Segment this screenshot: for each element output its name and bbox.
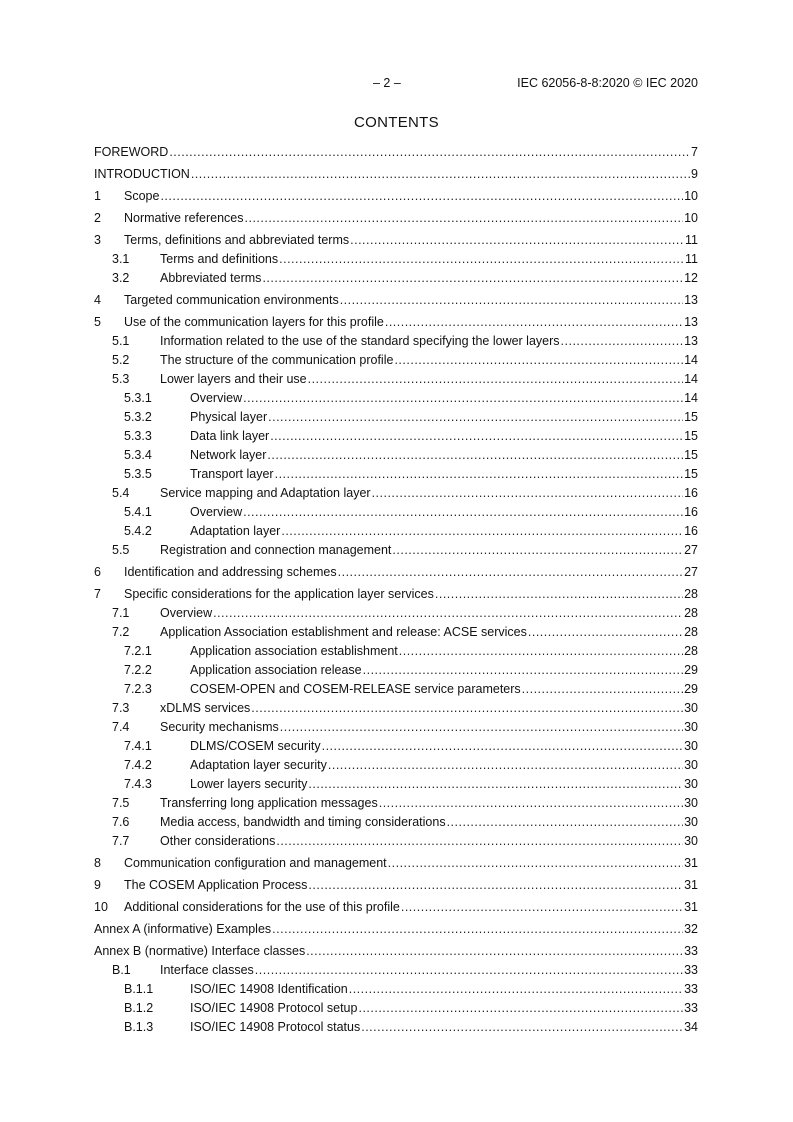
toc-entry-title: Abbreviated terms [160, 271, 262, 285]
toc-entry-line [190, 427, 698, 446]
toc-entry[interactable] [94, 813, 698, 832]
toc-entry-page: 13 [684, 315, 698, 329]
toc-entry-page: 30 [684, 720, 698, 734]
toc-entry-line [160, 718, 698, 737]
toc-entry[interactable] [94, 876, 698, 895]
toc-entry-page: 33 [684, 944, 698, 958]
toc-entry-number: B.1.2 [124, 1001, 154, 1015]
dot-leader [160, 187, 683, 206]
toc-entry-page: 30 [684, 758, 698, 772]
toc-entry-number: 7 [94, 587, 101, 601]
toc-entry-line [124, 291, 698, 310]
toc-entry-line [124, 563, 698, 582]
toc-entry[interactable] [94, 522, 698, 541]
toc-entry-page: 13 [684, 334, 698, 348]
toc-entry-page: 10 [684, 211, 698, 225]
toc-entry[interactable] [94, 187, 698, 206]
toc-entry-line [124, 187, 698, 206]
dot-leader [361, 1018, 683, 1037]
toc-entry-title: FOREWORD [94, 145, 169, 159]
page-header [0, 76, 793, 94]
toc-entry-number: 7.2 [112, 625, 130, 639]
toc-entry-page: 16 [684, 524, 698, 538]
toc-entry[interactable] [94, 737, 698, 756]
toc-entry-line [190, 775, 698, 794]
toc-entry-number: 7.1 [112, 606, 130, 620]
page-number: – 2 – [373, 76, 401, 90]
toc-entry-page: 31 [684, 856, 698, 870]
toc-entry[interactable] [94, 756, 698, 775]
toc-entry[interactable] [94, 642, 698, 661]
toc-entry-line [190, 661, 698, 680]
toc-entry-line [190, 503, 698, 522]
toc-entry[interactable] [94, 942, 698, 961]
toc-entry[interactable] [94, 898, 698, 917]
toc-entry-line [160, 794, 698, 813]
toc-entry-number: 5.4.2 [124, 524, 152, 538]
toc-entry-number: 5.3.2 [124, 410, 152, 424]
toc-entry-number: 2 [94, 211, 101, 225]
toc-entry-line [190, 680, 698, 699]
toc-entry-page: 15 [684, 467, 698, 481]
toc-entry-line [124, 585, 698, 604]
dot-leader [279, 250, 684, 269]
dot-leader [522, 680, 683, 699]
dot-leader [308, 370, 683, 389]
toc-entry-line [190, 465, 698, 484]
toc-entry-line [160, 541, 698, 560]
toc-entry-line [160, 269, 698, 288]
toc-entry-number: 5.4.1 [124, 505, 152, 519]
toc-entry-title: Registration and connection management [160, 543, 392, 557]
toc-entry-title: Overview [190, 391, 243, 405]
toc-entry[interactable] [94, 541, 698, 560]
toc-entry-line [190, 522, 698, 541]
toc-entry-title: Physical layer [190, 410, 268, 424]
toc-entry-number: 3.1 [112, 252, 130, 266]
toc-entry-number: 5.3.1 [124, 391, 152, 405]
toc-entry-page: 30 [684, 796, 698, 810]
toc-entry[interactable] [94, 699, 698, 718]
dot-leader [388, 854, 683, 873]
toc-entry-title: Annex B (normative) Interface classes [94, 944, 306, 958]
toc-entry[interactable] [94, 999, 698, 1018]
toc-entry-title: Lower layers and their use [160, 372, 307, 386]
dot-leader [379, 794, 683, 813]
toc-entry-page: 30 [684, 815, 698, 829]
toc-entry-title: Identification and addressing schemes [124, 565, 337, 579]
toc-entry-page: 15 [684, 448, 698, 462]
toc-entry-page: 28 [684, 644, 698, 658]
toc-entry-page: 14 [684, 372, 698, 386]
toc-entry-line [124, 854, 698, 873]
toc-entry-page: 33 [684, 982, 698, 996]
toc-entry[interactable] [94, 332, 698, 351]
dot-leader [255, 961, 683, 980]
toc-entry-number: 5.3.3 [124, 429, 152, 443]
toc-entry-line [160, 699, 698, 718]
toc-entry-number: 7.4.2 [124, 758, 152, 772]
toc-entry[interactable] [94, 604, 698, 623]
toc-entry[interactable] [94, 775, 698, 794]
toc-entry-title: Adaptation layer [190, 524, 281, 538]
toc-entry[interactable] [94, 680, 698, 699]
toc-entry-page: 7 [691, 145, 698, 159]
toc-entry-page: 33 [684, 1001, 698, 1015]
toc-entry-number: 3 [94, 233, 101, 247]
toc-entry-title: Media access, bandwidth and timing considerations [160, 815, 446, 829]
toc-entry-page: 29 [684, 663, 698, 677]
toc-entry-line [190, 1018, 698, 1037]
toc-entry[interactable] [94, 389, 698, 408]
toc-entry-page: 14 [684, 391, 698, 405]
toc-entry-title: Interface classes [160, 963, 254, 977]
toc-entry-line [124, 231, 698, 250]
toc-entry-page: 27 [684, 543, 698, 557]
dot-leader [372, 484, 684, 503]
dot-leader [243, 503, 683, 522]
dot-leader [328, 756, 683, 775]
dot-leader [267, 446, 683, 465]
dot-leader [435, 585, 683, 604]
toc-entry-title: COSEM-OPEN and COSEM-RELEASE service parameters [190, 682, 521, 696]
toc-entry[interactable] [94, 503, 698, 522]
toc-entry-number: 3.2 [112, 271, 130, 285]
dot-leader [340, 291, 683, 310]
toc-entry-line [160, 832, 698, 851]
toc-entry-title: Normative references [124, 211, 244, 225]
toc-entry-page: 11 [685, 252, 698, 266]
toc-entry-page: 31 [684, 900, 698, 914]
toc-entry-page: 15 [684, 429, 698, 443]
toc-entry-number: 5.4 [112, 486, 130, 500]
toc-entry-page: 30 [684, 739, 698, 753]
toc-entry-title: ISO/IEC 14908 Identification [190, 982, 348, 996]
toc-entry-page: 12 [684, 271, 698, 285]
toc-entry-page: 14 [684, 353, 698, 367]
toc-entry-line [160, 250, 698, 269]
toc-entry[interactable] [94, 585, 698, 604]
dot-leader [350, 231, 684, 250]
dot-leader [262, 269, 683, 288]
toc-entry-line [190, 408, 698, 427]
toc-entry-title: Annex A (informative) Examples [94, 922, 272, 936]
toc-entry-title: Application Association establishment and release: ACSE services [160, 625, 527, 639]
toc-entry-line [190, 999, 698, 1018]
toc-entry-title: Network layer [190, 448, 267, 462]
toc-entry[interactable] [94, 370, 698, 389]
toc-entry-number: B.1.3 [124, 1020, 154, 1034]
toc-entry-title: The COSEM Application Process [124, 878, 308, 892]
page-title: CONTENTS [354, 114, 439, 131]
toc-entry[interactable] [94, 250, 698, 269]
toc-entry[interactable] [94, 854, 698, 873]
toc-entry[interactable] [94, 794, 698, 813]
toc-entry[interactable] [94, 661, 698, 680]
dot-leader [245, 209, 684, 228]
toc-entry[interactable] [94, 484, 698, 503]
toc-entry-page: 30 [684, 777, 698, 791]
toc-entry[interactable] [94, 313, 698, 332]
toc-entry-page: 33 [684, 963, 698, 977]
toc-entry-number: 9 [94, 878, 101, 892]
toc-entry[interactable] [94, 446, 698, 465]
toc-entry-line [124, 876, 698, 895]
toc-entry-number: 7.2.2 [124, 663, 152, 677]
toc-entry-title: Specific considerations for the application layer services [124, 587, 434, 601]
dot-leader [308, 876, 683, 895]
toc-entry-number: 7.5 [112, 796, 130, 810]
toc-entry[interactable] [94, 563, 698, 582]
dot-leader [358, 999, 683, 1018]
toc-entry-page: 28 [684, 625, 698, 639]
toc-entry-title: ISO/IEC 14908 Protocol setup [190, 1001, 358, 1015]
toc-entry-line [160, 961, 698, 980]
toc-entry-title: Application association establishment [190, 644, 398, 658]
toc-entry[interactable] [94, 269, 698, 288]
table-of-contents [94, 143, 698, 1037]
toc-entry-page: 15 [684, 410, 698, 424]
toc-entry-title: Additional considerations for the use of this profile [124, 900, 400, 914]
toc-entry-number: 7.4.3 [124, 777, 152, 791]
toc-entry-line [160, 370, 698, 389]
toc-entry-title: Data link layer [190, 429, 270, 443]
toc-entry[interactable] [94, 165, 698, 184]
toc-entry-number: 7.7 [112, 834, 130, 848]
toc-entry-page: 32 [684, 922, 698, 936]
dot-leader [338, 563, 683, 582]
dot-leader [308, 775, 683, 794]
toc-entry-line [160, 332, 698, 351]
dot-leader [561, 332, 684, 351]
toc-entry-line [190, 756, 698, 775]
toc-entry-title: Information related to the use of the standard specifying the lower layers [160, 334, 560, 348]
dot-leader [270, 427, 683, 446]
toc-entry-title: Service mapping and Adaptation layer [160, 486, 371, 500]
toc-entry-line [190, 980, 698, 999]
dot-leader [272, 920, 683, 939]
toc-entry-number: 5.1 [112, 334, 130, 348]
toc-entry-page: 31 [684, 878, 698, 892]
dot-leader [401, 898, 683, 917]
toc-entry[interactable] [94, 408, 698, 427]
toc-entry-title: Terms, definitions and abbreviated terms [124, 233, 350, 247]
toc-entry[interactable] [94, 623, 698, 642]
dot-leader [322, 737, 684, 756]
toc-entry-number: 5.5 [112, 543, 130, 557]
toc-entry-line [190, 737, 698, 756]
dot-leader [394, 351, 683, 370]
toc-entry[interactable] [94, 291, 698, 310]
toc-entry-title: Adaptation layer security [190, 758, 327, 772]
dot-leader [363, 661, 683, 680]
toc-entry-number: 7.4.1 [124, 739, 152, 753]
toc-entry-number: 1 [94, 189, 101, 203]
toc-entry-title: INTRODUCTION [94, 167, 190, 181]
toc-entry-number: 5.3 [112, 372, 130, 386]
toc-entry-number: 4 [94, 293, 101, 307]
toc-entry-number: 7.2.1 [124, 644, 152, 658]
toc-entry-line [190, 389, 698, 408]
toc-entry-title: Scope [124, 189, 160, 203]
toc-entry-number: 7.3 [112, 701, 130, 715]
dot-leader [243, 389, 683, 408]
dot-leader [447, 813, 684, 832]
dot-leader [392, 541, 683, 560]
toc-entry-title: Communication configuration and management [124, 856, 387, 870]
dot-leader [275, 465, 684, 484]
toc-entry-line [94, 143, 698, 162]
toc-entry[interactable] [94, 1018, 698, 1037]
toc-entry-number: 7.2.3 [124, 682, 152, 696]
toc-entry-title: Overview [160, 606, 213, 620]
dot-leader [169, 143, 690, 162]
toc-entry-page: 10 [684, 189, 698, 203]
dot-leader [191, 165, 690, 184]
dot-leader [385, 313, 683, 332]
toc-entry-title: Application association release [190, 663, 362, 677]
toc-entry-title: Security mechanisms [160, 720, 279, 734]
toc-entry-line [124, 313, 698, 332]
toc-entry[interactable] [94, 465, 698, 484]
dot-leader [528, 623, 683, 642]
toc-entry-page: 29 [684, 682, 698, 696]
toc-entry-number: 7.6 [112, 815, 130, 829]
toc-entry-page: 28 [684, 606, 698, 620]
dot-leader [399, 642, 683, 661]
toc-entry[interactable] [94, 718, 698, 737]
toc-entry-number: 10 [94, 900, 108, 914]
toc-entry-title: Targeted communication environments [124, 293, 339, 307]
toc-entry-page: 16 [684, 505, 698, 519]
toc-entry-page: 11 [685, 233, 698, 247]
toc-entry-line [160, 604, 698, 623]
toc-entry[interactable] [94, 920, 698, 939]
dot-leader [213, 604, 683, 623]
toc-entry-title: Lower layers security [190, 777, 308, 791]
standard-reference: IEC 62056-8-8:2020 © IEC 2020 [517, 76, 698, 90]
dot-leader [306, 942, 683, 961]
toc-entry-number: B.1 [112, 963, 131, 977]
dot-leader [251, 699, 683, 718]
toc-entry-line [94, 165, 698, 184]
dot-leader [276, 832, 683, 851]
toc-entry-line [160, 484, 698, 503]
toc-entry-line [160, 351, 698, 370]
toc-entry-line [190, 446, 698, 465]
toc-entry-line [94, 920, 698, 939]
toc-entry[interactable] [94, 961, 698, 980]
toc-entry-line [94, 942, 698, 961]
toc-entry-number: 5.3.5 [124, 467, 152, 481]
toc-entry-title: Use of the communication layers for this profile [124, 315, 384, 329]
toc-entry-title: DLMS/COSEM security [190, 739, 321, 753]
toc-entry-number: 5 [94, 315, 101, 329]
toc-entry-page: 9 [691, 167, 698, 181]
toc-entry-page: 30 [684, 701, 698, 715]
toc-entry-title: Other considerations [160, 834, 276, 848]
toc-entry-number: 8 [94, 856, 101, 870]
toc-entry-title: xDLMS services [160, 701, 251, 715]
toc-entry-page: 34 [684, 1020, 698, 1034]
toc-entry-page: 13 [684, 293, 698, 307]
toc-entry-number: 6 [94, 565, 101, 579]
toc-entry-page: 27 [684, 565, 698, 579]
dot-leader [281, 522, 683, 541]
toc-entry-line [160, 813, 698, 832]
toc-entry-line [124, 209, 698, 228]
toc-entry-title: Terms and definitions [160, 252, 279, 266]
toc-entry[interactable] [94, 980, 698, 999]
toc-entry-number: B.1.1 [124, 982, 154, 996]
toc-entry-line [160, 623, 698, 642]
toc-entry-title: Overview [190, 505, 243, 519]
dot-leader [280, 718, 683, 737]
toc-entry-number: 7.4 [112, 720, 130, 734]
toc-entry-line [190, 642, 698, 661]
toc-entry[interactable] [94, 231, 698, 250]
toc-entry-title: Transport layer [190, 467, 274, 481]
toc-entry-line [124, 898, 698, 917]
toc-entry[interactable] [94, 427, 698, 446]
toc-entry[interactable] [94, 832, 698, 851]
toc-entry-title: The structure of the communication profile [160, 353, 394, 367]
toc-entry-number: 5.2 [112, 353, 130, 367]
toc-entry-page: 28 [684, 587, 698, 601]
toc-entry[interactable] [94, 143, 698, 162]
toc-entry-title: ISO/IEC 14908 Protocol status [190, 1020, 361, 1034]
toc-entry-page: 30 [684, 834, 698, 848]
toc-entry[interactable] [94, 351, 698, 370]
toc-entry-page: 16 [684, 486, 698, 500]
toc-entry[interactable] [94, 209, 698, 228]
dot-leader [268, 408, 683, 427]
dot-leader [349, 980, 683, 999]
toc-entry-title: Transferring long application messages [160, 796, 378, 810]
toc-entry-number: 5.3.4 [124, 448, 152, 462]
